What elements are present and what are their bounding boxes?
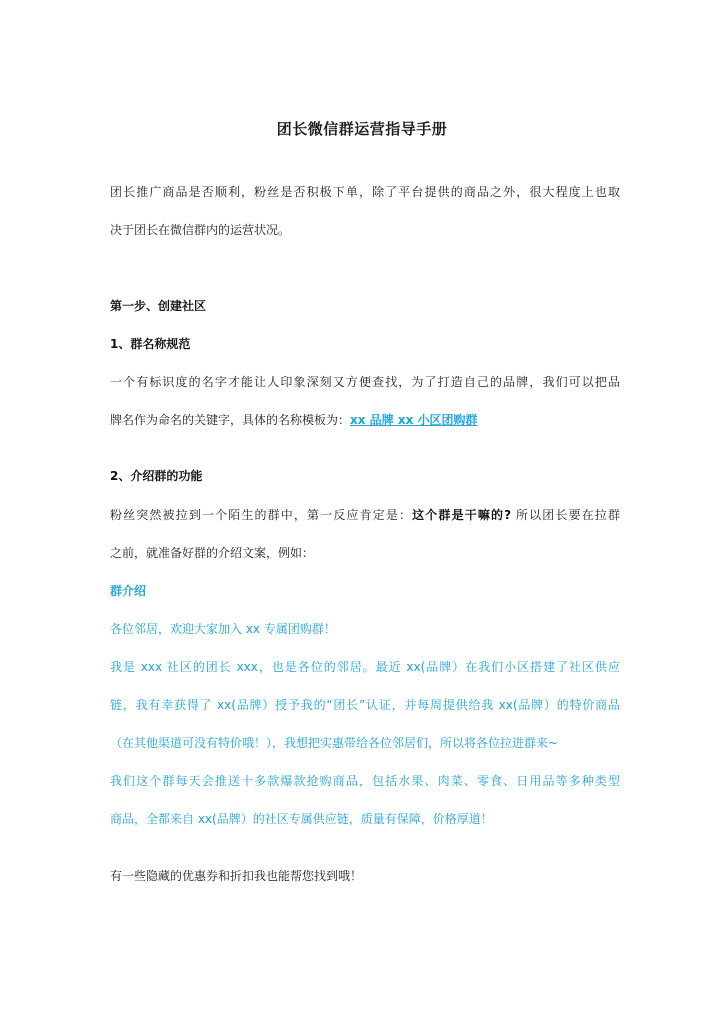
- group-intro-heading: 群介绍: [110, 584, 147, 598]
- section1-line-2: [110, 411, 620, 429]
- group-intro-p1-line-2: 链，我有幸获得了 xx(品牌）授予我的“团长”认证，并每周提供给我 xx(品牌）的特价商品: [110, 698, 620, 712]
- group-intro-p1-line-1: 我是 xxx 社区的团长 xxx，也是各位的邻居。最近 xx(品牌）在我们小区搭建了社区供应: [110, 660, 620, 674]
- closing-line: 有一些隐藏的优惠券和折扣我也能帮您找到哦！: [110, 869, 363, 883]
- intro-line-2: 决于团长在微信群内的运营状况。: [110, 223, 291, 237]
- group-intro-p1-line-3: （在其他渠道可没有特价哦！），我想把实惠带给各位邻居们，所以将各位拉进群来~: [110, 736, 559, 750]
- intro-line-1: 团长推广商品是否顺利，粉丝是否积极下单，除了平台提供的商品之外，很大程度上也取: [110, 185, 620, 199]
- section2-heading: 2、介绍群的功能: [110, 469, 203, 483]
- section2-line-2: 之前，就准备好群的介绍文案，例如：: [110, 546, 315, 560]
- group-intro-p2-line-2: 商品，全都来自 xx(品牌）的社区专属供应链，质量有保障，价格厚道！: [110, 812, 493, 826]
- group-intro-p2-line-1: 我们这个群每天会推送十多款爆款抢购商品，包括水果、肉菜、零食、日用品等多种类型: [110, 774, 620, 788]
- section1-line-1: 一个有标识度的名字才能让人印象深刻又方便查找，为了打造自己的品牌，我们可以把品: [110, 375, 620, 389]
- document-title: 团长微信群运营指导手册: [276, 120, 448, 138]
- step1-heading: 第一步、创建社区: [110, 299, 207, 313]
- group-intro-greeting: 各位邻居，欢迎大家加入 xx 专属团购群！: [110, 622, 336, 636]
- section2-question: 这个群是干嘛的?: [412, 508, 512, 522]
- section1-heading: 1、群名称规范: [110, 337, 191, 351]
- section2-line-1-prefix: 粉丝突然被拉到一个陌生的群中，第一反应肯定是：: [110, 508, 413, 522]
- section1-line-2-text: 牌名作为命名的关键字，具体的名称模板为：: [110, 413, 351, 427]
- section2-line-1-suffix: 所以团长要在拉群: [511, 508, 620, 522]
- section2-line-1: [110, 506, 620, 524]
- name-template-link[interactable]: xx 品牌 xx 小区团购群: [350, 413, 478, 427]
